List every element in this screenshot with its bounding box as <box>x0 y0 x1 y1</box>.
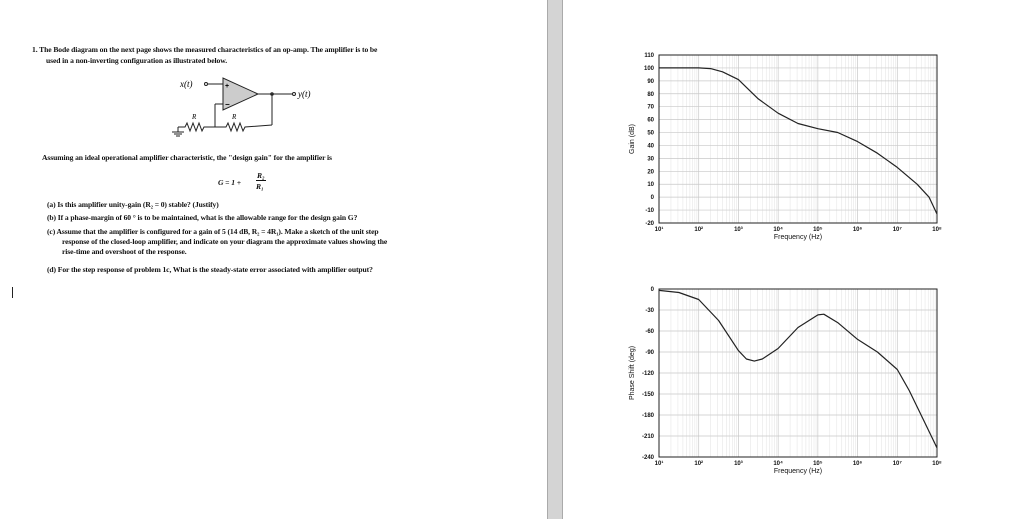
x-tick-label: 10³ <box>734 227 743 233</box>
assumption-text: Assuming an ideal operational amplifier characteristic, the "design gain" for the amplifier is <box>42 153 332 162</box>
y-tick-label: 10 <box>647 182 654 189</box>
r1-label: R <box>192 113 197 121</box>
x-tick-label: 10⁵ <box>813 227 823 233</box>
x-tick-label: 10⁸ <box>932 461 942 467</box>
question-c-line3: rise-time and overshoot of the response. <box>62 247 187 256</box>
y-tick-label: -60 <box>645 329 654 335</box>
y-tick-label: 80 <box>647 91 654 98</box>
x-tick-label: 10⁶ <box>852 461 863 467</box>
y-tick-label: 0 <box>650 195 654 202</box>
question-b: (b) If a phase-margin of 60 ° is to be maintained, what is the allowable range for the design gain G? <box>47 213 358 222</box>
x-tick-label: 10⁷ <box>892 227 902 233</box>
circuit-output-label: y(t) <box>298 89 311 99</box>
y-tick-label: -120 <box>641 371 654 377</box>
y-tick-label: -210 <box>641 434 654 440</box>
circuit-input-label: x(t) <box>180 79 193 89</box>
x-tick-label: 10⁴ <box>773 227 783 233</box>
y-tick-label: 30 <box>647 156 654 163</box>
x-tick-label: 10² <box>694 461 704 467</box>
question-c-line1: (c) Assume that the amplifier is configured for a gain of 5 (14 dB, R₂ = 4R₁). Make a sketch of the unit step <box>47 227 379 236</box>
x-tick-label: 10² <box>694 227 704 233</box>
y-tick-label: 0 <box>650 287 654 293</box>
y-tick-label: -90 <box>645 350 654 356</box>
x-tick-label: 10⁷ <box>892 461 902 467</box>
y-tick-label: -150 <box>641 392 654 398</box>
y-tick-label: 110 <box>644 53 654 59</box>
y-tick-label: 90 <box>647 78 654 85</box>
minus-terminal: − <box>225 100 230 109</box>
x-tick-label: 10⁵ <box>813 461 823 467</box>
x-tick-label: 10⁶ <box>852 227 863 233</box>
x-tick-label: 10³ <box>734 461 743 467</box>
y-tick-label: 40 <box>647 143 654 150</box>
x-tick-label: 10¹ <box>654 227 664 233</box>
question-a: (a) Is this amplifier unity-gain (R₂ = 0) stable? (Justify) <box>47 200 219 209</box>
y-tick-label: -180 <box>641 413 654 419</box>
x-axis-label: Frequency (Hz) <box>773 468 823 475</box>
r2-label: R <box>232 113 237 121</box>
formula-denominator: R₁ <box>256 182 264 191</box>
question-c-line2: response of the closed-loop amplifier, and indicate on your diagram the approximate values showing the <box>62 237 388 246</box>
problem-intro-line1: 1. The Bode diagram on the next page shows the measured characteristics of an op-amp. The amplifier is to be <box>32 45 378 54</box>
y-tick-label: -20 <box>645 221 654 227</box>
y-tick-label: 70 <box>647 104 654 111</box>
formula-numerator: R₂ <box>257 171 265 180</box>
formula-lhs: G = 1 + <box>218 178 241 187</box>
x-tick-label: 10⁴ <box>773 461 783 467</box>
plus-terminal: + <box>225 83 230 90</box>
gain-plot <box>629 53 942 241</box>
y-tick-label: -240 <box>641 455 654 461</box>
x-tick-label: 10⁸ <box>932 227 942 233</box>
y-tick-label: 50 <box>647 130 654 137</box>
y-tick-label: -10 <box>645 208 654 215</box>
y-tick-label: 100 <box>643 65 654 72</box>
y-tick-label: -30 <box>645 308 654 314</box>
y-axis-label: Phase Shift (deg) <box>629 345 636 401</box>
y-tick-label: 20 <box>647 169 654 176</box>
y-tick-label: 60 <box>647 117 654 124</box>
x-tick-label: 10¹ <box>654 461 664 467</box>
x-axis-label: Frequency (Hz) <box>773 234 823 241</box>
question-d: (d) For the step response of problem 1c, What is the steady-state error associated with amplifier output? <box>47 265 373 274</box>
phase-plot <box>629 287 942 475</box>
problem-intro-line2: used in a non-inverting configuration as illustrated below. <box>46 56 228 65</box>
y-axis-label: Gain (dB) <box>629 124 636 154</box>
